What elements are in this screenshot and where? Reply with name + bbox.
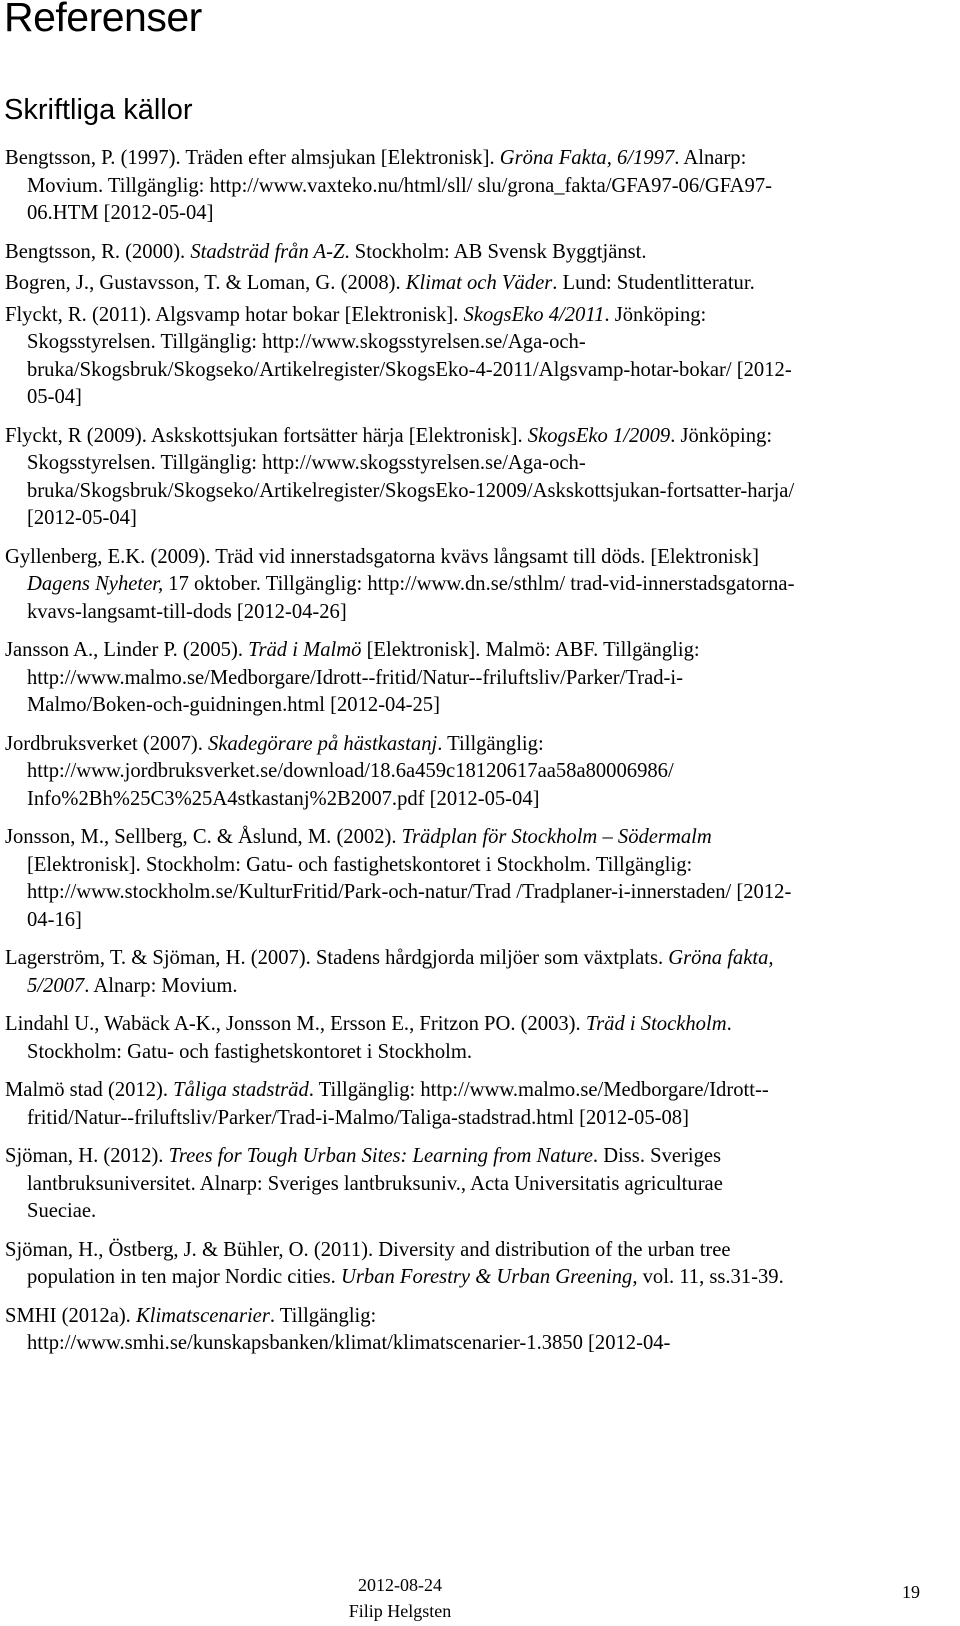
reference-title: Stadsträd från A-Z [190, 240, 345, 263]
reference-title: Trees for Tough Urban Sites: Learning from Nature [168, 1145, 593, 1167]
reference-title: Trädplan för Stockholm – Södermalm [401, 826, 712, 848]
reference-item [5, 637, 795, 720]
footer-date: 2012-08-24 [358, 1575, 442, 1595]
reference-text: Gyllenberg, E.K. (2009). Träd vid innerstadsgatorna kvävs långsamt till döds. [Elektronisk] [5, 545, 760, 568]
reference-text: Sjöman, H., Östberg, J. & Bühler, O. (2011). Diversity and distribution of the urban tree population in ten major Nordic cities. [5, 1238, 731, 1288]
reference-text: , vol. 11, ss.31-39. [632, 1266, 784, 1288]
reference-text: . Lund: Studentlitteratur. [552, 272, 755, 294]
reference-item [5, 239, 795, 267]
reference-text: Flyckt, R (2009). Askskottsjukan fortsätter härja [Elektronisk]. [5, 424, 528, 447]
reference-item [5, 824, 795, 934]
reference-item [5, 1303, 795, 1358]
reference-text: . Diss. Sveriges lantbruksuniversitet. Alnarp: Sveriges lantbruksuniv., Acta Universitatis agriculturae Sueciae. [27, 1145, 723, 1222]
reference-text: SMHI (2012a). [5, 1304, 136, 1327]
reference-title: Gröna Fakta, 6/1997 [499, 147, 675, 169]
reference-item [5, 145, 795, 228]
reference-title: Tåliga stadsträd [173, 1079, 309, 1101]
reference-item [5, 1143, 795, 1226]
reference-title: Dagens Nyheter, [27, 573, 164, 595]
reference-text: Lagerström, T. & Sjöman, H. (2007). Stadens hårdgjorda miljöer som växtplats. [5, 947, 669, 969]
reference-text: . Tillgänglig: http://www.malmo.se/Medborgare/Idrott--fritid/Natur--friluftsliv/Parker/Trad-i-Malmo/Taliga-stadstrad.html [2012-05-08] [27, 1079, 769, 1129]
reference-title: Klimatscenarier [135, 1304, 270, 1327]
reference-item [5, 1011, 795, 1066]
reference-text: Flyckt, R. (2011). Algsvamp hotar bokar [Elektronisk]. [5, 303, 464, 326]
reference-text: . Tillgänglig: http://www.jordbruksverket.se/download/18.6a459c18120617aa58a80006986/ Info%2Bh%25C3%25A4stkastanj%2B2007.pdf [2012-05-04] [27, 732, 674, 810]
reference-text: Bengtsson, R. (2000). [5, 240, 191, 263]
reference-text: Malmö stad (2012). [5, 1079, 174, 1101]
reference-item [5, 302, 795, 412]
reference-title: Klimat och Väder [405, 272, 553, 294]
reference-text: 17 oktober. Tillgänglig: http://www.dn.se/sthlm/ trad-vid-innerstadsgatorna-kvavs-langsamt-till-dods [2012-04-26] [27, 573, 795, 623]
reference-item [5, 423, 795, 533]
reference-title: Urban Forestry & Urban Greening [340, 1266, 633, 1288]
reference-text: Lindahl U., Wabäck A-K., Jonsson M., Ersson E., Fritzon PO. (2003). [5, 1013, 586, 1035]
reference-item [5, 270, 795, 298]
reference-text: Sjöman, H. (2012). [5, 1145, 169, 1167]
reference-item [5, 544, 795, 627]
page-footer [0, 1572, 800, 1624]
page-number: 19 [902, 1582, 920, 1602]
reference-text: Jordbruksverket (2007). [5, 732, 209, 755]
reference-text: . Jönköping: Skogsstyrelsen. Tillgänglig: http://www.skogsstyrelsen.se/Aga-och-bruka/Skogsbruk/Skogseko/Artikelregister/SkogsEko-4-2011/Algsvamp-hotar-bokar/ [2012-05-04] [27, 303, 792, 408]
reference-title: SkogsEko 1/2009 [527, 424, 671, 447]
reference-title: Träd i Malmö [248, 639, 362, 661]
reference-item [5, 731, 795, 814]
reference-text: . Jönköping: Skogsstyrelsen. Tillgänglig: http://www.skogsstyrelsen.se/Aga-och-bruka/Skogsbruk/Skogseko/Artikelregister/SkogsEko-12009/Askskottsjukan-fortsatter-harja/ [2012-05-04] [27, 424, 795, 529]
section-heading: Skriftliga källor [4, 94, 193, 126]
reference-text: . Tillgänglig: http://www.smhi.se/kunskapsbanken/klimat/klimatscenarier-1.3850 [2012-04- [27, 1304, 671, 1354]
reference-text: Jansson A., Linder P. (2005). [5, 639, 249, 661]
reference-text: [Elektronisk]. Malmö: ABF. Tillgänglig: http://www.malmo.se/Medborgare/Idrott--fritid/Natur--friluftsliv/Parker/Trad-i-Malmo/Boken-och-guidningen.html [2012-04-25] [27, 639, 700, 716]
reference-list [5, 145, 795, 1369]
reference-item [5, 1237, 795, 1292]
reference-text: . Alnarp: Movium. Tillgänglig: http://www.vaxteko.nu/html/sll/ slu/grona_fakta/GFA97-06/GFA97-06.HTM [2012-05-04] [27, 147, 772, 224]
reference-title: Skadegörare på hästkastanj [208, 732, 438, 755]
reference-title: Träd i Stockholm [585, 1013, 727, 1035]
reference-text: . Alnarp: Movium. [84, 974, 238, 997]
reference-item [5, 945, 795, 1000]
reference-text: Bengtsson, P. (1997). Träden efter almsjukan [Elektronisk]. [5, 147, 500, 169]
reference-item [5, 1077, 795, 1132]
reference-text: . Stockholm: Gatu- och fastighetskontoret i Stockholm. [27, 1013, 732, 1063]
reference-title: Gröna fakta, 5/2007 [27, 947, 774, 997]
reference-text: . Stockholm: AB Svensk Byggtjänst. [344, 240, 647, 263]
reference-text: Bogren, J., Gustavsson, T. & Loman, G. (2008). [5, 272, 406, 294]
page-title: Referenser [4, 0, 202, 40]
reference-text: Jonsson, M., Sellberg, C. & Åslund, M. (2002). [5, 826, 402, 848]
reference-text: [Elektronisk]. Stockholm: Gatu- och fastighetskontoret i Stockholm. Tillgänglig: http://www.stockholm.se/KulturFritid/Park-och-natur/Trad /Tradplaner-i-innerstaden/ [2012-04-16] [27, 853, 792, 931]
footer-author: Filip Helgsten [348, 1601, 452, 1621]
reference-title: SkogsEko 4/2011 [463, 303, 605, 326]
